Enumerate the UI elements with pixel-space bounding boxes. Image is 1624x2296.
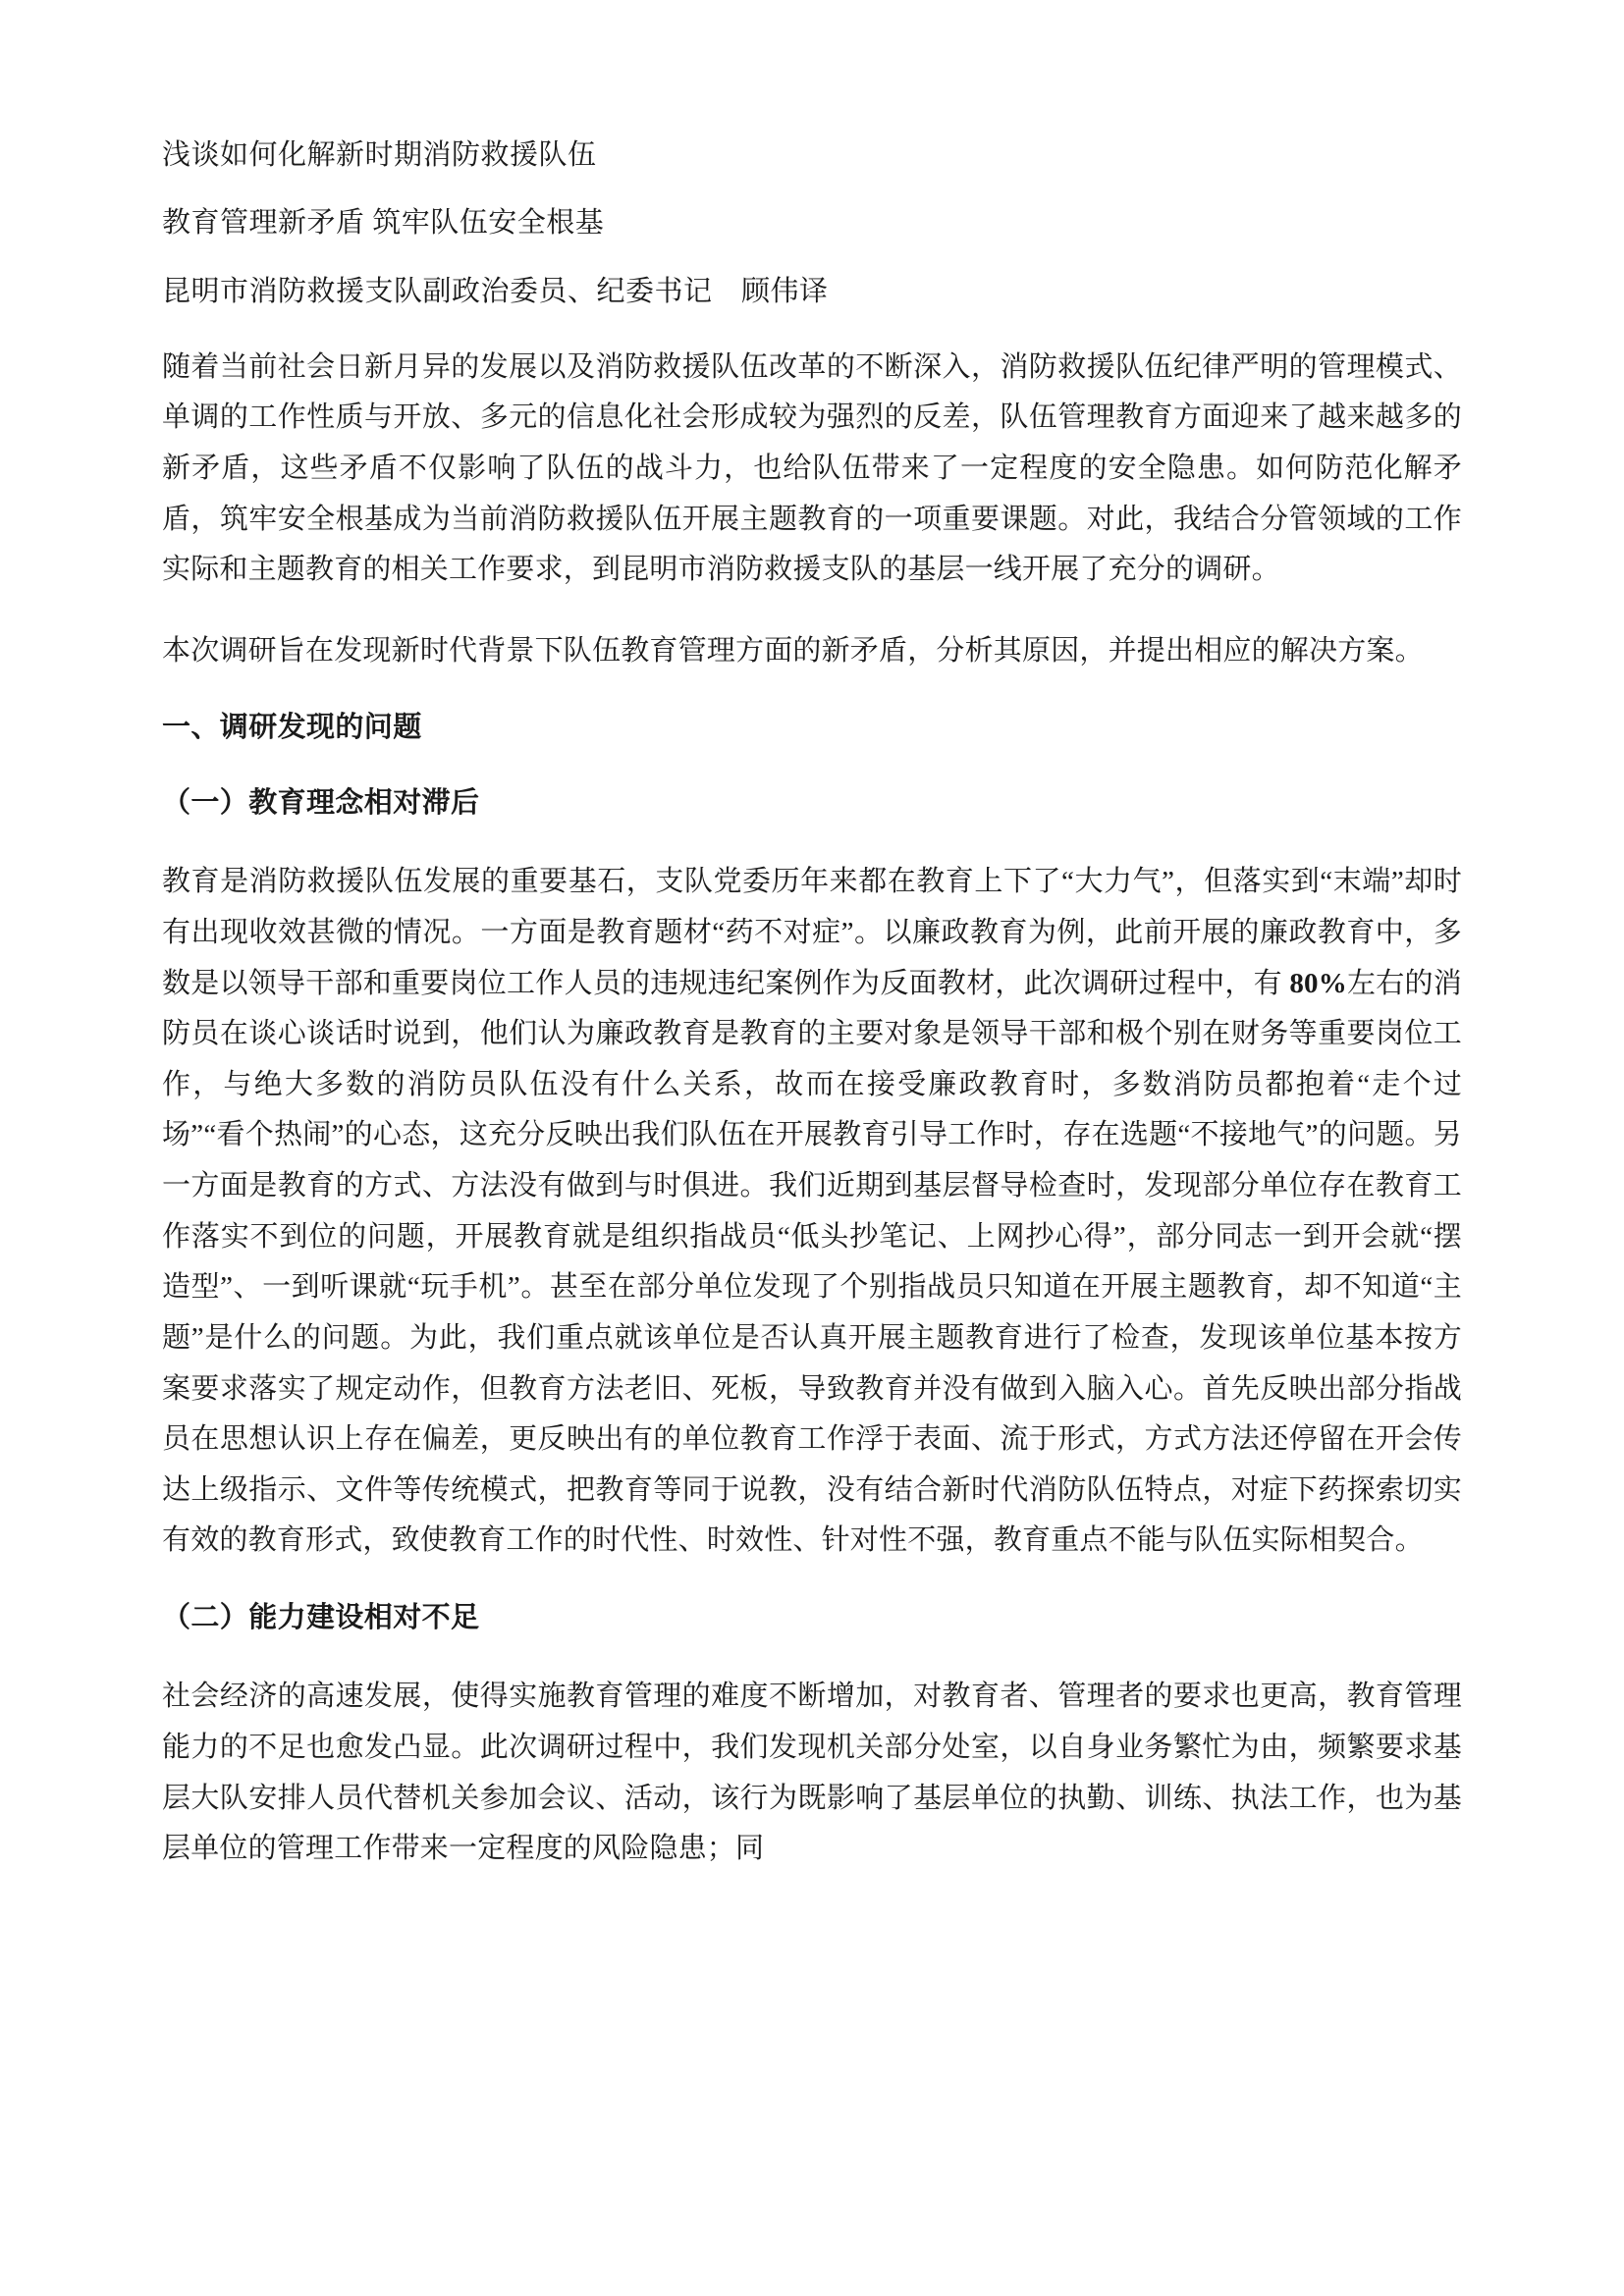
document-body	[162, 137, 1462, 1875]
document-title-line-2: 教育管理新矛盾 筑牢队伍安全根基	[162, 207, 605, 240]
paragraph-text-part-2: 左右的消防员在谈心谈话时说到，他们认为廉政教育是教育的主要对象是领导干部和极个别在财务等重要岗位工作，与绝大多数的消防员队伍没有什么关系，故而在接受廉政教育时，多数消防员都抱着“走个过场”“看个热闹”的心态，这充分反映出我们队伍在开展教育引导工作时，存在选题“不接地气”的问题。另一方面是教育的方式、方法没有做到与时俱进。我们近期到基层督导检查时，发现部分单位存在教育工作落实不到位的问题，开展教育就是组织指战员“低头抄笔记、上网抄心得”，部分同志一到开会就“摆造型”、一到听课就“玩手机”。甚至在部分单位发现了个别指战员只知道在开展主题教育，却不知道“主题”是什么的问题。为此，我们重点就该单位是否认真开展主题教育进行了检查，发现该单位基本按方案要求落实了规定动作，但教育方法老旧、死板，导致教育并没有做到入脑入心。首先反映出部分指战员在思想认识上存在偏差，更反映出有的单位教育工作浮于表面、流于形式，方式方法还停留在开会传达上级指示、文件等传统模式，把教育等同于说教，没有结合新时代消防队伍特点，对症下药探索切实有效的教育形式，致使教育工作的时代性、时效性、针对性不强，教育重点不能与队伍实际相契合。	[162, 967, 1462, 1557]
paragraph-text-part-1: 教育是消防救援队伍发展的重要基石，支队党委历年来都在教育上下了“大力气”，但落实到“末端”却时有出现收效甚微的情况。一方面是教育题材“药不对症”。以廉政教育为例，此前开展的廉政教育中，多数是以领导干部和重要岗位工作人员的违规违纪案例作为反面教材，此次调研过程中，有	[162, 866, 1462, 999]
document-title-line-1: 浅谈如何化解新时期消防救援队伍	[162, 139, 597, 171]
paragraph-education-concept-lagging	[162, 857, 1462, 1567]
paragraph-introduction: 随着当前社会日新月异的发展以及消防救援队伍改革的不断深入，消防救援队伍纪律严明的管理模式、单调的工作性质与开放、多元的信息化社会形成较为强烈的反差，队伍管理教育方面迎来了越来越多的新矛盾，这些矛盾不仅影响了队伍的战斗力，也给队伍带来了一定程度的安全隐患。如何防范化解矛盾，筑牢安全根基成为当前消防救援队伍开展主题教育的一项重要课题。对此，我结合分管领域的工作实际和主题教育的相关工作要求，到昆明市消防救援支队的基层一线开展了充分的调研。	[162, 350, 1462, 586]
document-byline: 昆明市消防救援支队副政治委员、纪委书记 顾伟译	[162, 275, 829, 307]
section-heading-one: 一、调研发现的问题	[162, 712, 422, 744]
subsection-heading-one: （一）教育理念相对滞后	[162, 786, 480, 819]
subsection-heading-two: （二）能力建设相对不足	[162, 1601, 480, 1633]
paragraph-research-purpose: 本次调研旨在发现新时代背景下队伍教育管理方面的新矛盾，分析其原因，并提出相应的解决方案。	[162, 634, 1424, 667]
paragraph-capability-building-insufficient: 社会经济的高速发展，使得实施教育管理的难度不断增加，对教育者、管理者的要求也更高，教育管理能力的不足也愈发凸显。此次调研过程中，我们发现机关部分处室，以自身业务繁忙为由，频繁要求基层大队安排人员代替机关参加会议、活动，该行为既影响了基层单位的执勤、训练、执法工作，也为基层单位的管理工作带来一定程度的风险隐患；同	[162, 1681, 1462, 1865]
statistic-percentage: 80%	[1289, 967, 1347, 999]
